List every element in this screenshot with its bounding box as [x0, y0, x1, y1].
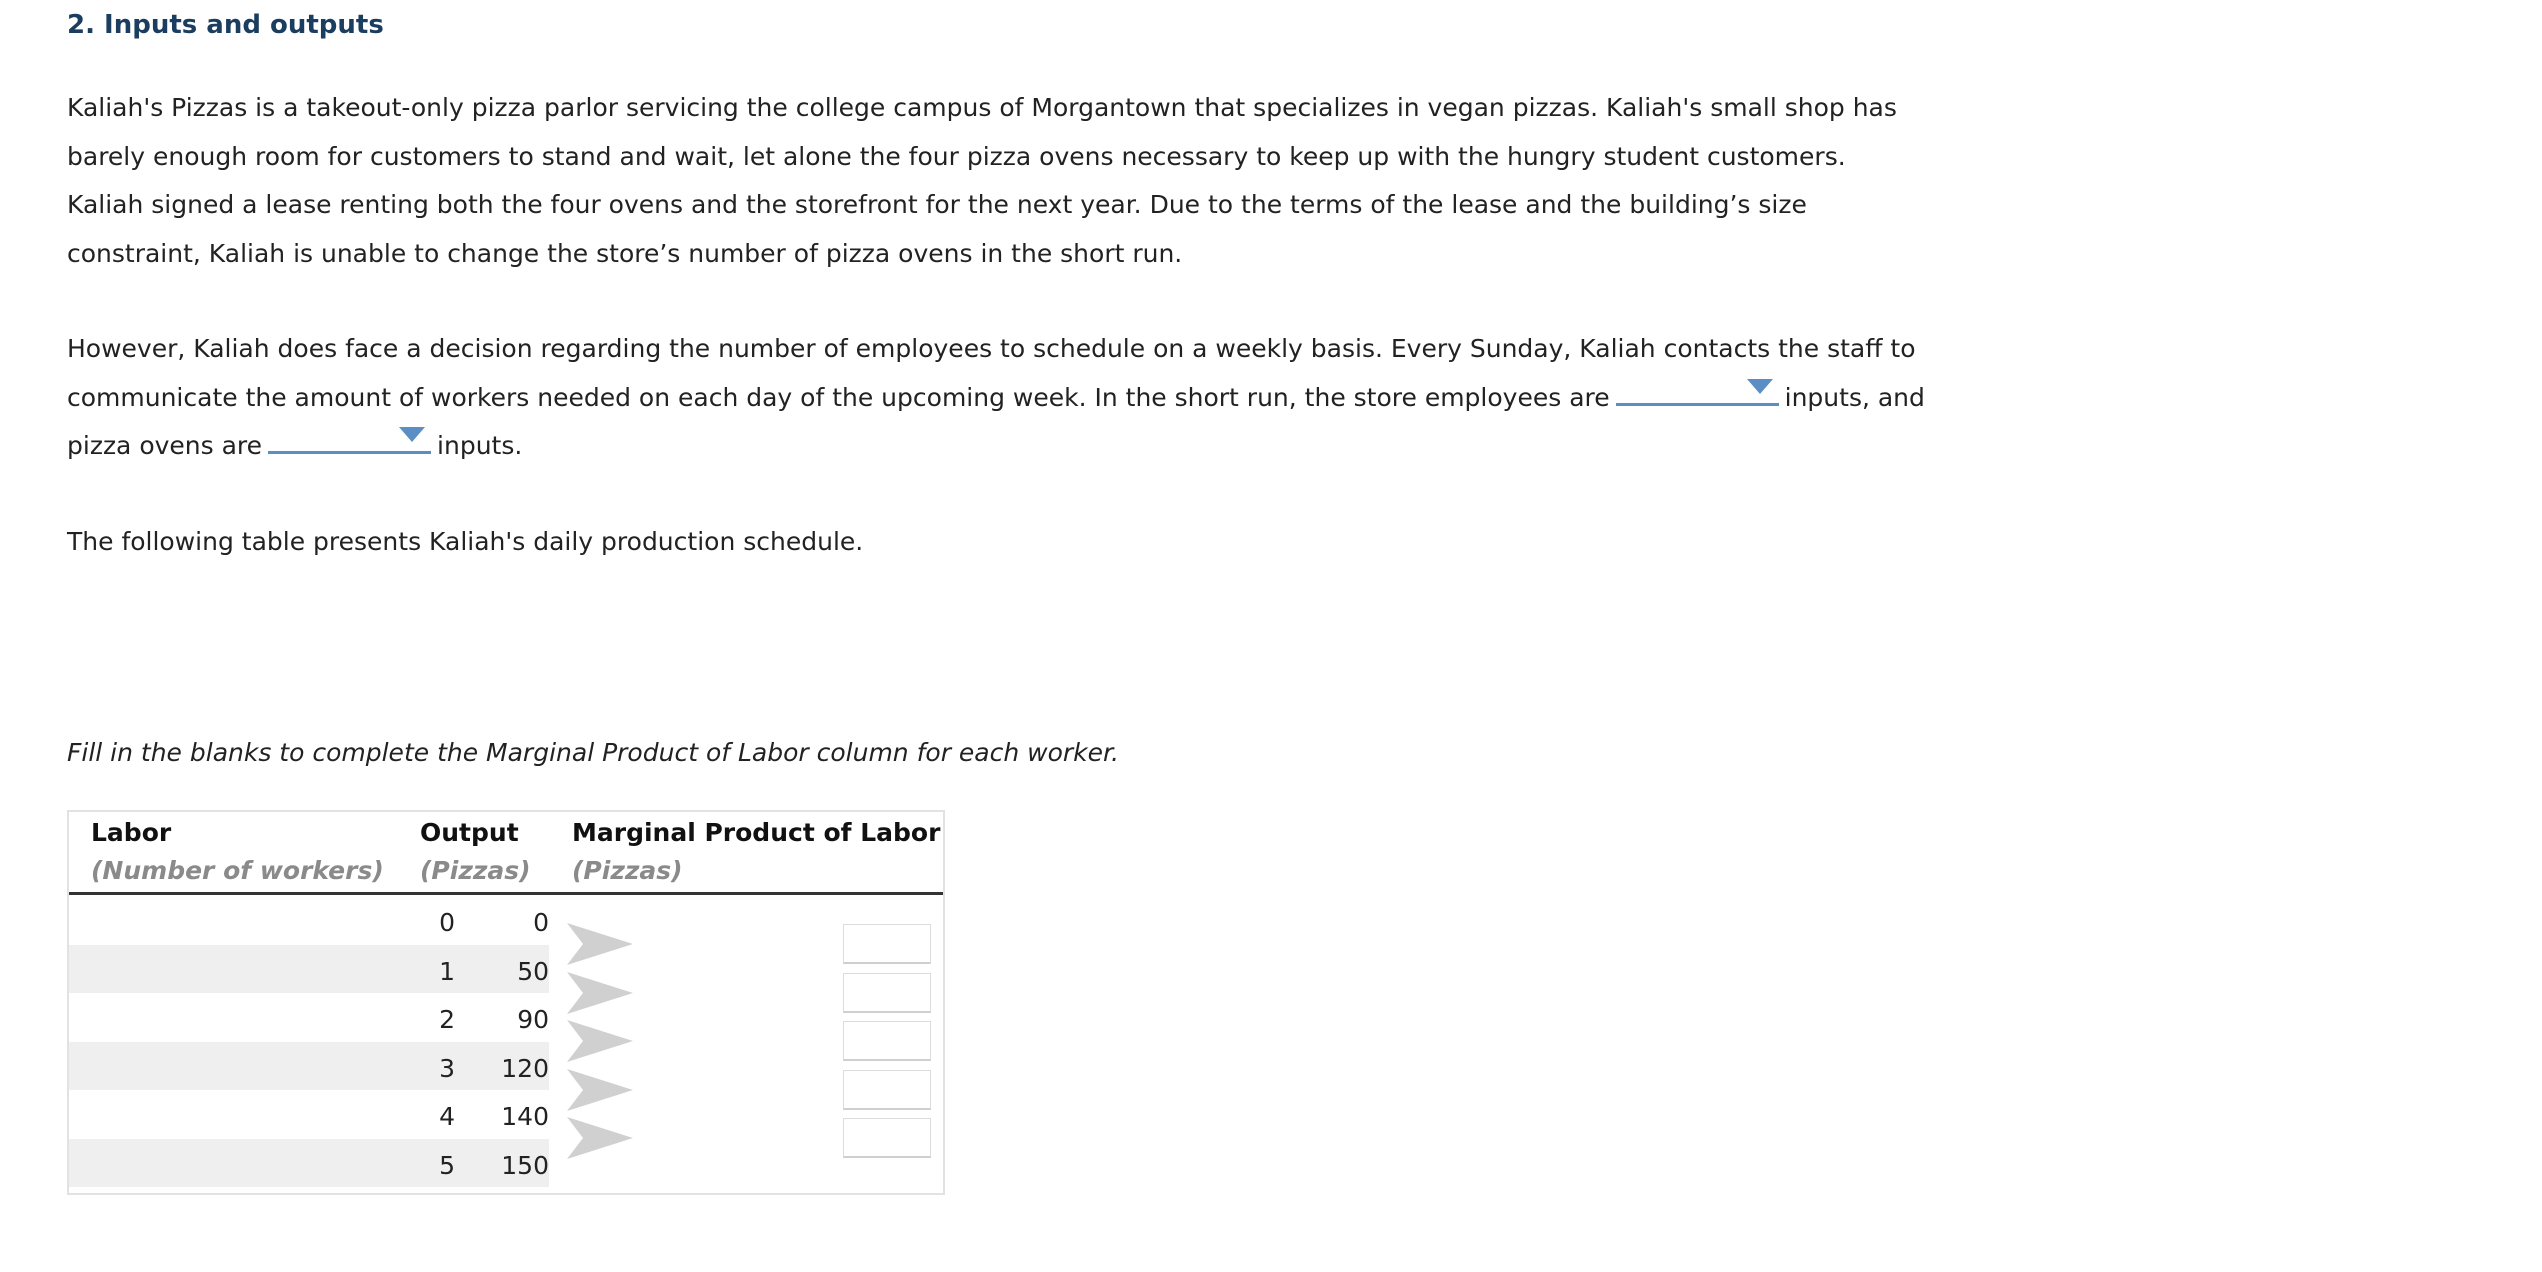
- chevron-right-icon: [565, 1115, 635, 1161]
- chevron-right-icon: [565, 970, 635, 1016]
- chevron-right-icon: [565, 921, 635, 967]
- table-row: [69, 1139, 549, 1187]
- output-cell: 150: [501, 1150, 549, 1180]
- header-labor: Labor: [91, 818, 172, 847]
- labor-cell: 1: [439, 956, 455, 986]
- output-cell: 120: [501, 1053, 549, 1083]
- header-labor-sub: (Number of workers): [91, 856, 384, 885]
- caret-down-icon: [399, 427, 425, 442]
- labor-cell: 0: [439, 908, 455, 937]
- table-intro-paragraph: The following table presents Kaliah's daily production schedule.: [67, 527, 864, 556]
- mpl-input-worker-2[interactable]: [843, 973, 931, 1013]
- decision-text-after: inputs.: [437, 431, 523, 460]
- output-cell: 90: [517, 1005, 549, 1034]
- output-cell: 140: [501, 1102, 549, 1131]
- page-title: 2. Inputs and outputs: [67, 10, 384, 40]
- chevron-right-icon: [565, 1067, 635, 1113]
- employees-input-type-dropdown[interactable]: [1616, 375, 1779, 406]
- labor-cell: 4: [439, 1102, 455, 1131]
- decision-paragraph: [67, 325, 1927, 471]
- table-row: [69, 896, 549, 944]
- instruction-text: Fill in the blanks to complete the Marginal Product of Labor column for each worker.: [67, 738, 1119, 767]
- header-output: Output: [420, 818, 519, 847]
- mpl-input-worker-4[interactable]: [843, 1070, 931, 1110]
- table-row: [69, 1042, 549, 1090]
- ovens-input-type-dropdown[interactable]: [268, 423, 431, 454]
- table-row: [69, 993, 549, 1041]
- labor-cell: 2: [439, 1005, 455, 1034]
- decision-text-before: However, Kaliah does face a decision regarding the number of employees to schedule on a weekly basis. Every Sunday, Kaliah contacts the staff to communicate the amount of workers needed on each day of the upcoming week. In the short run, the store employees are: [67, 334, 1916, 412]
- decision-text-middle: inputs, and pizza ovens are: [67, 382, 1925, 460]
- header-mpl-sub: (Pizzas): [572, 856, 683, 885]
- labor-cell: 3: [439, 1053, 455, 1083]
- header-divider: [69, 892, 943, 895]
- mpl-input-worker-3[interactable]: [843, 1021, 931, 1061]
- table-row: [69, 1090, 549, 1138]
- mpl-input-worker-5[interactable]: [843, 1118, 931, 1158]
- mpl-input-worker-1[interactable]: [843, 924, 931, 964]
- labor-cell: 5: [439, 1150, 455, 1180]
- output-cell: 50: [517, 956, 549, 986]
- caret-down-icon: [1747, 379, 1773, 394]
- table-row: [69, 945, 549, 993]
- intro-paragraph: Kaliah's Pizzas is a takeout-only pizza parlor servicing the college campus of Morgantown that specializes in vegan pizzas. Kaliah's small shop has barely enough room for customers to stand and wait, let alone the four pizza ovens necessary to keep up with the hungry student customers. Kaliah signed a lease renting both the four ovens and the storefront for the next year. Due to the terms of the lease and the building’s size constraint, Kaliah is unable to change the store’s number of pizza ovens in the short run.: [67, 93, 1897, 268]
- production-schedule-table: [67, 810, 945, 1195]
- chevron-right-icon: [565, 1018, 635, 1064]
- header-mpl: Marginal Product of Labor: [572, 818, 941, 847]
- header-output-sub: (Pizzas): [420, 856, 531, 885]
- output-cell: 0: [533, 908, 549, 937]
